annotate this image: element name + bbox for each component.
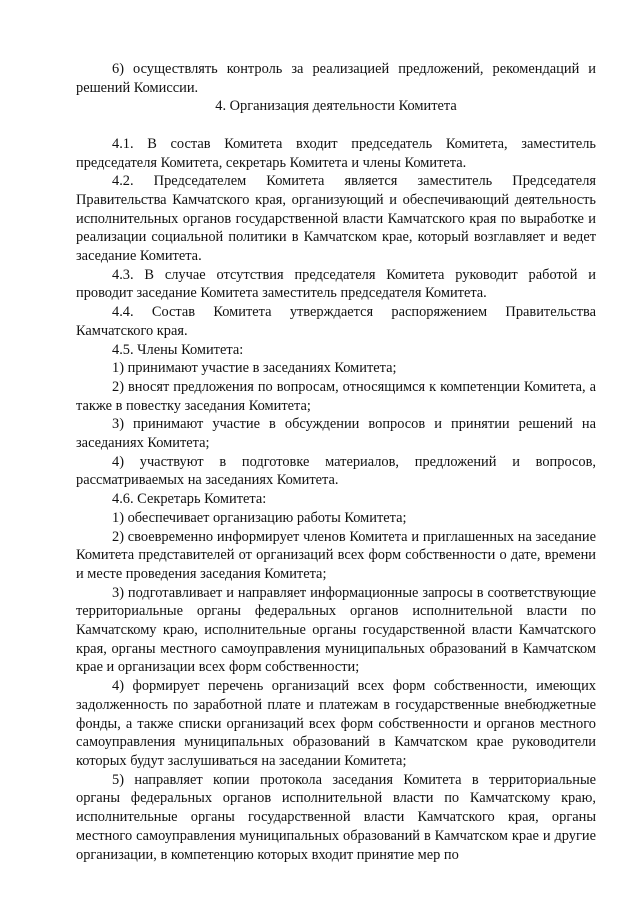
list-item-4-6-1: 1) обеспечивает организацию работы Комитета; [112,509,407,526]
paragraph-4-2: 4.2. Председателем Комитета является заместитель Председателя Правительства Камчатского края, организующий и обеспечивающий деятельность исполнительных органов государственной власти Камчатского края по выработке и реализации социальной политики в Камчатском крае, который возглавляет и ведет заседание Комитета. [76,173,596,265]
blank-line [76,116,596,135]
paragraph-4-6: 4.6. Секретарь Комитета: [112,491,267,508]
document-page [76,60,596,864]
paragraph-4-4: 4.4. Состав Комитета утверждается распоряжением Правительства Камчатского края. [76,304,596,339]
list-item-4-5-3: 3) принимают участие в обсуждении вопросов и принятии решений на заседаниях Комитета; [76,416,596,452]
paragraph-4-3: 4.3. В случае отсутствия председателя Комитета руководит работой и проводит заседание Комитета заместитель председателя Комитета. [76,266,596,302]
list-item-4-6-5: 5) направляет копии протокола заседания Комитета в территориальные органы федеральных органов исполнительной власти по Камчатскому краю, исполнительные органы государственной власти Камчатского края, органы местного самоуправления муниципальных образований в Камчатском крае и другие организации, в компетенцию которых входит принятие мер по [76,771,596,863]
list-item-4-6-2: 2) своевременно информирует членов Комитета и приглашенных на заседание Комитета представителей от организаций всех форм собственности о дате, времени и месте проведения заседания Комитета; [76,528,596,582]
list-item-4-5-4: 4) участвуют в подготовке материалов, предложений и вопросов, рассматриваемых на заседаниях Комитета. [76,453,596,489]
list-item-4-5-2: 2) вносят предложения по вопросам, относящимся к компетенции Комитета, а также в повестку заседания Комитета; [76,378,596,414]
intro-paragraph: 6) осуществлять контроль за реализацией предложений, рекомендаций и решений Комиссии. [76,61,596,96]
list-item-4-6-4: 4) формирует перечень организаций всех форм собственности, имеющих задолженность по заработной плате и платежам в государственные внебюджетные фонды, а также списки организаций всех форм собственности и органов местного самоуправления муниципальных образований в Камчатском крае руководители которых будут заслушиваться на заседании Комитета; [76,678,596,769]
list-item-4-5-1: 1) принимают участие в заседаниях Комитета; [112,360,397,377]
section-heading: 4. Организация деятельности Комитета [215,98,457,115]
paragraph-4-1: 4.1. В состав Комитета входит председатель Комитета, заместитель председателя Комитета, секретарь Комитета и члены Комитета. [76,135,596,171]
list-item-4-6-3: 3) подготавливает и направляет информационные запросы в соответствующие территориальные органы федеральных органов исполнительной власти по Камчатскому краю, исполнительные органы государственной власти Камчатского края, органы местного самоуправления муниципальных образований в Камчатском крае и организации всех форм собственности; [76,584,596,676]
paragraph-4-5: 4.5. Члены Комитета: [112,341,244,358]
